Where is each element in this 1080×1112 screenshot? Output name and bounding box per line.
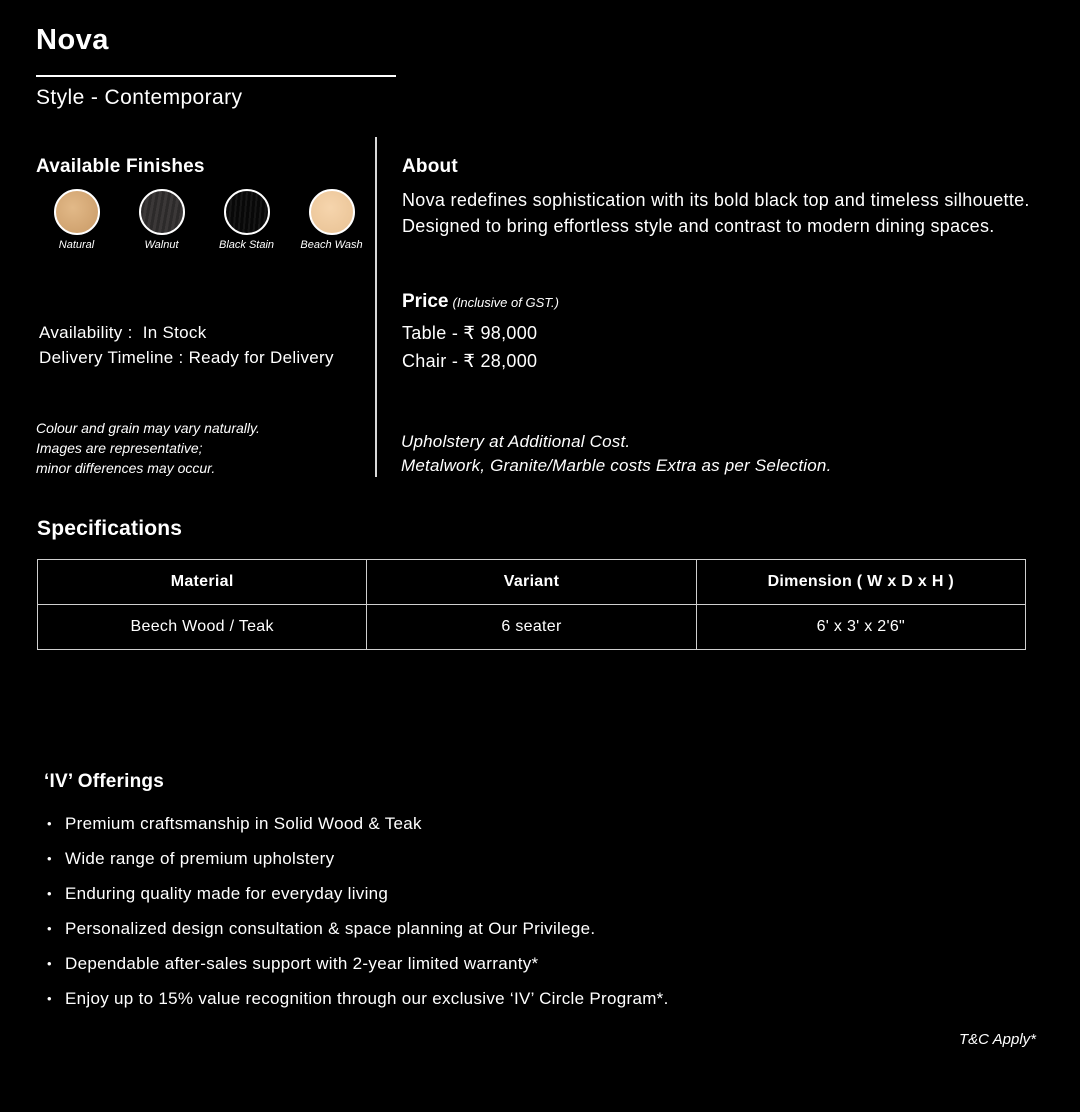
about-description: Nova redefines sophistication with its bold black top and timeless silhouette. Designed to bring effortless style and contrast to modern dining spaces. <box>402 190 1030 236</box>
price-heading <box>402 291 559 313</box>
list-item: • Dependable after-sales support with 2-year limited warranty* <box>44 948 669 983</box>
column-header-variant: Variant <box>367 560 696 605</box>
table-row <box>38 605 1026 650</box>
dimension-cell: 6' x 3' x 2'6" <box>696 605 1025 650</box>
column-divider <box>375 137 377 477</box>
specifications-table <box>37 559 1026 650</box>
natural-finish-swatch-icon <box>54 189 100 235</box>
black-stain-finish-swatch-icon <box>224 189 270 235</box>
list-item: • Enduring quality made for everyday living <box>44 878 669 913</box>
price-label: Price <box>402 291 449 312</box>
finish-label: Beach Wash <box>300 239 363 251</box>
finish-swatches <box>34 189 374 251</box>
finish-label: Walnut <box>144 239 179 251</box>
extra-cost-line: Upholstery at Additional Cost. <box>401 432 631 451</box>
offerings-heading: ‘IV’ Offerings <box>44 771 164 792</box>
price-list <box>402 319 537 375</box>
list-item: • Premium craftsmanship in Solid Wood & Teak <box>44 808 669 843</box>
about-heading: About <box>402 156 458 177</box>
finish-label: Natural <box>58 239 95 251</box>
material-cell: Beech Wood / Teak <box>38 605 367 650</box>
finish-disclaimer <box>36 418 260 478</box>
delivery-timeline: Delivery Timeline : Ready for Delivery <box>39 348 334 367</box>
beach-wash-finish-swatch-icon <box>309 189 355 235</box>
finish-walnut[interactable] <box>119 189 204 251</box>
list-item: • Wide range of premium upholstery <box>44 843 669 878</box>
finishes-heading: Available Finishes <box>36 156 205 177</box>
price-gst-note: (Inclusive of GST.) <box>452 295 559 310</box>
availability-info <box>39 320 334 370</box>
disclaimer-line: minor differences may occur. <box>36 460 216 476</box>
table-header-row <box>38 560 1026 605</box>
product-title: Nova <box>36 24 109 56</box>
offerings-list <box>44 808 669 1018</box>
finish-natural[interactable] <box>34 189 119 251</box>
walnut-finish-swatch-icon <box>139 189 185 235</box>
list-item: • Personalized design consultation & space planning at Our Privilege. <box>44 913 669 948</box>
specifications-heading: Specifications <box>37 517 183 540</box>
variant-cell: 6 seater <box>367 605 696 650</box>
terms-note: T&C Apply* <box>959 1031 1036 1048</box>
disclaimer-line: Colour and grain may vary naturally. <box>36 420 260 436</box>
list-item: • Enjoy up to 15% value recognition through our exclusive ‘IV’ Circle Program*. <box>44 983 669 1018</box>
disclaimer-line: Images are representative; <box>36 440 203 456</box>
product-style: Style - Contemporary <box>36 86 243 109</box>
chair-price: Chair - ₹ 28,000 <box>402 351 538 371</box>
column-header-dimension: Dimension ( W x D x H ) <box>696 560 1025 605</box>
finish-label: Black Stain <box>218 239 275 251</box>
finish-black-stain[interactable] <box>204 189 289 251</box>
column-header-material: Material <box>38 560 367 605</box>
availability-status: Availability : In Stock <box>39 323 207 342</box>
additional-costs-note <box>401 430 832 478</box>
finish-beach-wash[interactable] <box>289 189 374 251</box>
title-underline <box>36 75 396 77</box>
table-price: Table - ₹ 98,000 <box>402 323 538 343</box>
extra-cost-line: Metalwork, Granite/Marble costs Extra as per Selection. <box>401 456 832 475</box>
